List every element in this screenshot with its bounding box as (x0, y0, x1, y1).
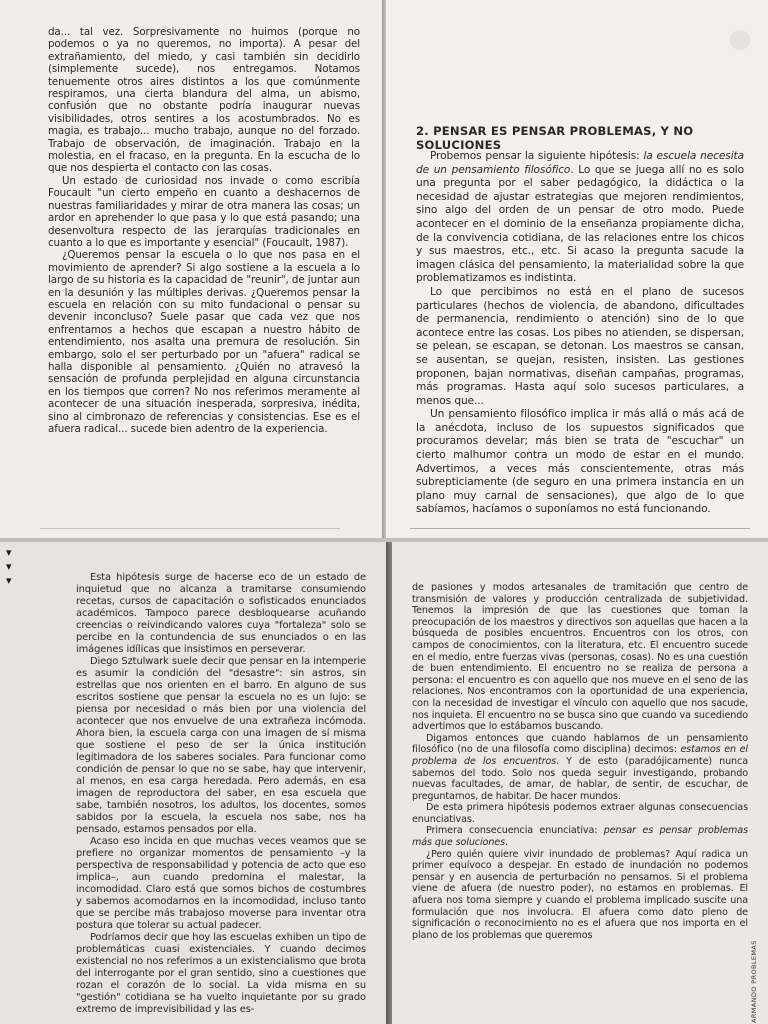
body-text (76, 572, 366, 1016)
paragraph: De esta primera hipótesis podemos extraer algunas consecuencias enunciativas. (412, 802, 748, 825)
paragraph: Acaso eso incida en que muchas veces veamos que se prefiere no organizar momentos de pensamiento –y la perspectiva de responsabilidad y potencia de acto que eso implica–, aun cuando predomina el malestar, la incomodidad. Claro está que somos bichos de costumbres y sabemos acomodarnos en la incomodidad, incluso tanto que se percibe más trabajoso moverse para inventar otra postura que tolerar su actual padecer. (76, 836, 366, 931)
paragraph: Digamos entonces que cuando hablamos de un pensamiento filosófico (no de una filosofía como disciplina) decimos: estamos en el problema de los encuentros. Y de esto (paradójicamente) nunca sabemos del todo. Solo nos queda seguir investigando, probando nuevas facultades, de amar, de hablar, de sentir, de escuchar, de preguntarnos, de habitar. De hacer mundos. (412, 732, 748, 802)
paragraph: Lo que percibimos no está en el plano de sucesos particulares (hechos de violencia, de abandono, dificultades de permanencia, rendimiento o atención) sino de lo que acontece entre las cosas. Los pibes no atienden, se dispersan, se pelean, se escapan, se detonan. Los maestros se cansan, se ausentan, se quejan, resisten, insisten. Las gestiones proponen, bajan normativas, diseñan campañas, programas, más programas. Hasta aquí solo sucesos particulares, a menos que... (416, 285, 744, 407)
paragraph: Diego Sztulwark suele decir que pensar en la intemperie es asumir la condición del "desastre": sin astros, sin estrellas que nos orienten en el barro. En alguno de sus escritos sostiene que pensar la escuela no es un lujo: se piensa por necesidad o más bien por una violencia del acontecer que nos envuelve de una extrañeza incómoda. Ahora bien, la escuela carga con una imagen de sí misma que sostiene el peso de ser la única institución legitimadora de los saberes sociales. Para funcionar como condición de pensar lo que no se sabe, hay que intervenir, al menos, en esa carga heredada. Pero además, en esa imagen de reproductora del saber, en esa escuela que sabe, también nosotros, los adultos, los docentes, somos sabidos por la escuela, la escuela nos sabe, nos ha pensado, estamos pensados por ella. (76, 656, 366, 835)
section-title: 2. PENSAR ES PENSAR PROBLEMAS, Y NO SOLUCIONES (416, 124, 694, 152)
margin-tick-icon: ▾ (6, 574, 12, 587)
running-side-label: ARMANDO PROBLEMAS (750, 940, 758, 1023)
body-text (416, 150, 744, 517)
faded-page-number-badge (730, 30, 750, 50)
page-top-right (386, 0, 768, 538)
body-text (48, 26, 360, 435)
paragraph: Un estado de curiosidad nos invade o como escribía Foucault "un cierto empeño en cuanto a deshacernos de nuestras familiaridades y mirar de otra manera las cosas; un ardor en aprehender lo que pasa y lo que está pasando; una desenvoltura respecto de las jerarquías tradicionales en cuanto a lo que es importante y esencial" (Foucault, 1987). (48, 174, 360, 249)
paragraph: da... tal vez. Sorpresivamente no huimos (porque no podemos o ya no queremos, no importa). A pesar del extrañamiento, del miedo, y casi también sin decidirlo (simplemente sucede), nos entregamos. Notamos tenuemente otros aires distintos a los que comúnmente respiramos, una cierta blandura del alma, un abismo, confusión que no obstante podría inaugurar nuevas visibilidades, otros sentires a los acostumbrados. No es magia, es trabajo... mucho trabajo, aunque no del forzado. Trabajo de observación, de imaginación. Trabajo en la molestia, en el fracaso, en la pregunta. En la escucha de lo que nos despierta el contacto con las cosas. (48, 26, 360, 175)
page-bottom-right (392, 542, 768, 1024)
paragraph: Esta hipótesis surge de hacerse eco de un estado de inquietud que no alcanza a tramitarse consumiendo recetas, cursos de capacitación o sofisticados enunciados académicos. Tampoco parece desbloquearse acuñando creencias o reivindicando valores cuya "fortaleza" solo se percibe en la contundencia de sus enunciados o en las imágenes idílicas que insistimos en perseverar. (76, 572, 366, 655)
paragraph: Podríamos decir que hoy las escuelas exhiben un tipo de problemáticas cuasi existenciales. Y cuando decimos existencial no nos referimos a un existencialismo que brota del interrogante por el gran sentido, sino a cuestiones que rozan el corazón de lo social. La vida misma en su "gestión" cotidiana se ha vuelto inquietante por su grado extremo de imprevisibilidad y las es- (76, 932, 366, 1015)
paragraph: Primera consecuencia enunciativa: pensar es pensar problemas más que soluciones. (412, 825, 748, 849)
margin-tick-icon: ▾ (6, 560, 12, 573)
page-top-left (0, 0, 382, 538)
paragraph: ¿Pero quién quiere vivir inundado de problemas? Aquí radica un primer equívoco a despejar. En estado de inundación no podemos pensar y en ausencia de perturbación no pensamos. Si el problema viene de afuera (de nuestro poder), no estamos en problemas. El afuera nos toma siempre y cuando el problema implicado suscite una formulación que nos involucra. El afuera como dato pleno de significación o reconocimiento no es el afuera que nos importa en el plano de los problemas que queremos (412, 848, 748, 941)
paragraph: ¿Queremos pensar la escuela o lo que nos pasa en el movimiento de aprender? Si algo sostiene a la escuela a lo largo de su historia es la capacidad de "reunir", de juntar aun en la desunión y las múltiples derivas. ¿Queremos pensar la escuela en relación con su mito fundacional o pensar su devenir inconcluso? Suele pasar que cada vez que nos enfrentamos a hechos que escapan a nuestro hábito de entendimiento, nos asalta una premura de resolución. Sin embargo, solo el ser perturbado por un "afuera" radical se halla disponible al pensamiento. ¿Quién no atravesó la sensación de profunda perplejidad en alguna circunstancia en los tiempos que corren? No nos referimos meramente al acontecer de una situación inesperada, sorpresiva, inédita, sino al cimbronazo de referencias y consistencias. Ese es el afuera radical... sucede bien adentro de la experiencia. (48, 249, 360, 435)
paragraph: de pasiones y modos artesanales de tramitación que centro de transmisión de valores y producción centralizada de subjetividad. Tenemos la impresión de que las cuestiones que toman la preocupación de los maestros y directivos son aquellas que hacen a la búsqueda de posibles encuentros. Encuentros con los otros, con campos de conocimientos, con la literatura, etc. El encuentro sucede en el medio, entre fuerzas vivas (personas, cosas). No es una cuestión de buen entendimiento. El encuentro no se realiza de persona a persona: el encuentro es con aquello que nos mueve en el seno de las relaciones. Nos encontramos con la oportunidad de una experiencia, con la necesidad de investigar el vínculo con aquello que nos sacude, nos inquieta. El encuentro no se busca sino que cuando va sucediendo advertimos que lo estábamos buscando. (412, 582, 748, 733)
divider (40, 528, 340, 529)
divider (410, 528, 750, 529)
page-bottom-left (0, 542, 386, 1024)
margin-tick-icon: ▾ (6, 546, 12, 559)
paragraph: Un pensamiento filosófico implica ir más allá o más acá de la anécdota, incluso de los supuestos significados que procuramos develar; más bien se trata de "escuchar" un cierto malhumor contra un modo de estar en el mundo. Advertimos, a veces más conscientemente, otras más subrepticiamente (de seguro en una primera instancia en un plano muy carnal de sensaciones), que algo de lo que sabíamos, hacíamos o suponíamos no está funcionando. (416, 408, 744, 516)
body-text (412, 582, 748, 941)
paragraph: Probemos pensar la siguiente hipótesis: la escuela necesita de un pensamiento filosófico. Lo que se juega allí no es solo una pregunta por el saber pedagógico, la didáctica o la necesidad de ajustar estrategias que mejoren rendimientos, sino algo del orden de un pensar de otro modo. Puede acontecer en el dominio de la enseñanza propiamente dicha, de la convivencia cotidiana, de las relaciones entre los chicos y sus maestros, etc., etc. Si acaso la pregunta sacude la imagen clásica del pensamiento, la materialidad sobre la que problematizamos es indistinta. (416, 150, 744, 285)
